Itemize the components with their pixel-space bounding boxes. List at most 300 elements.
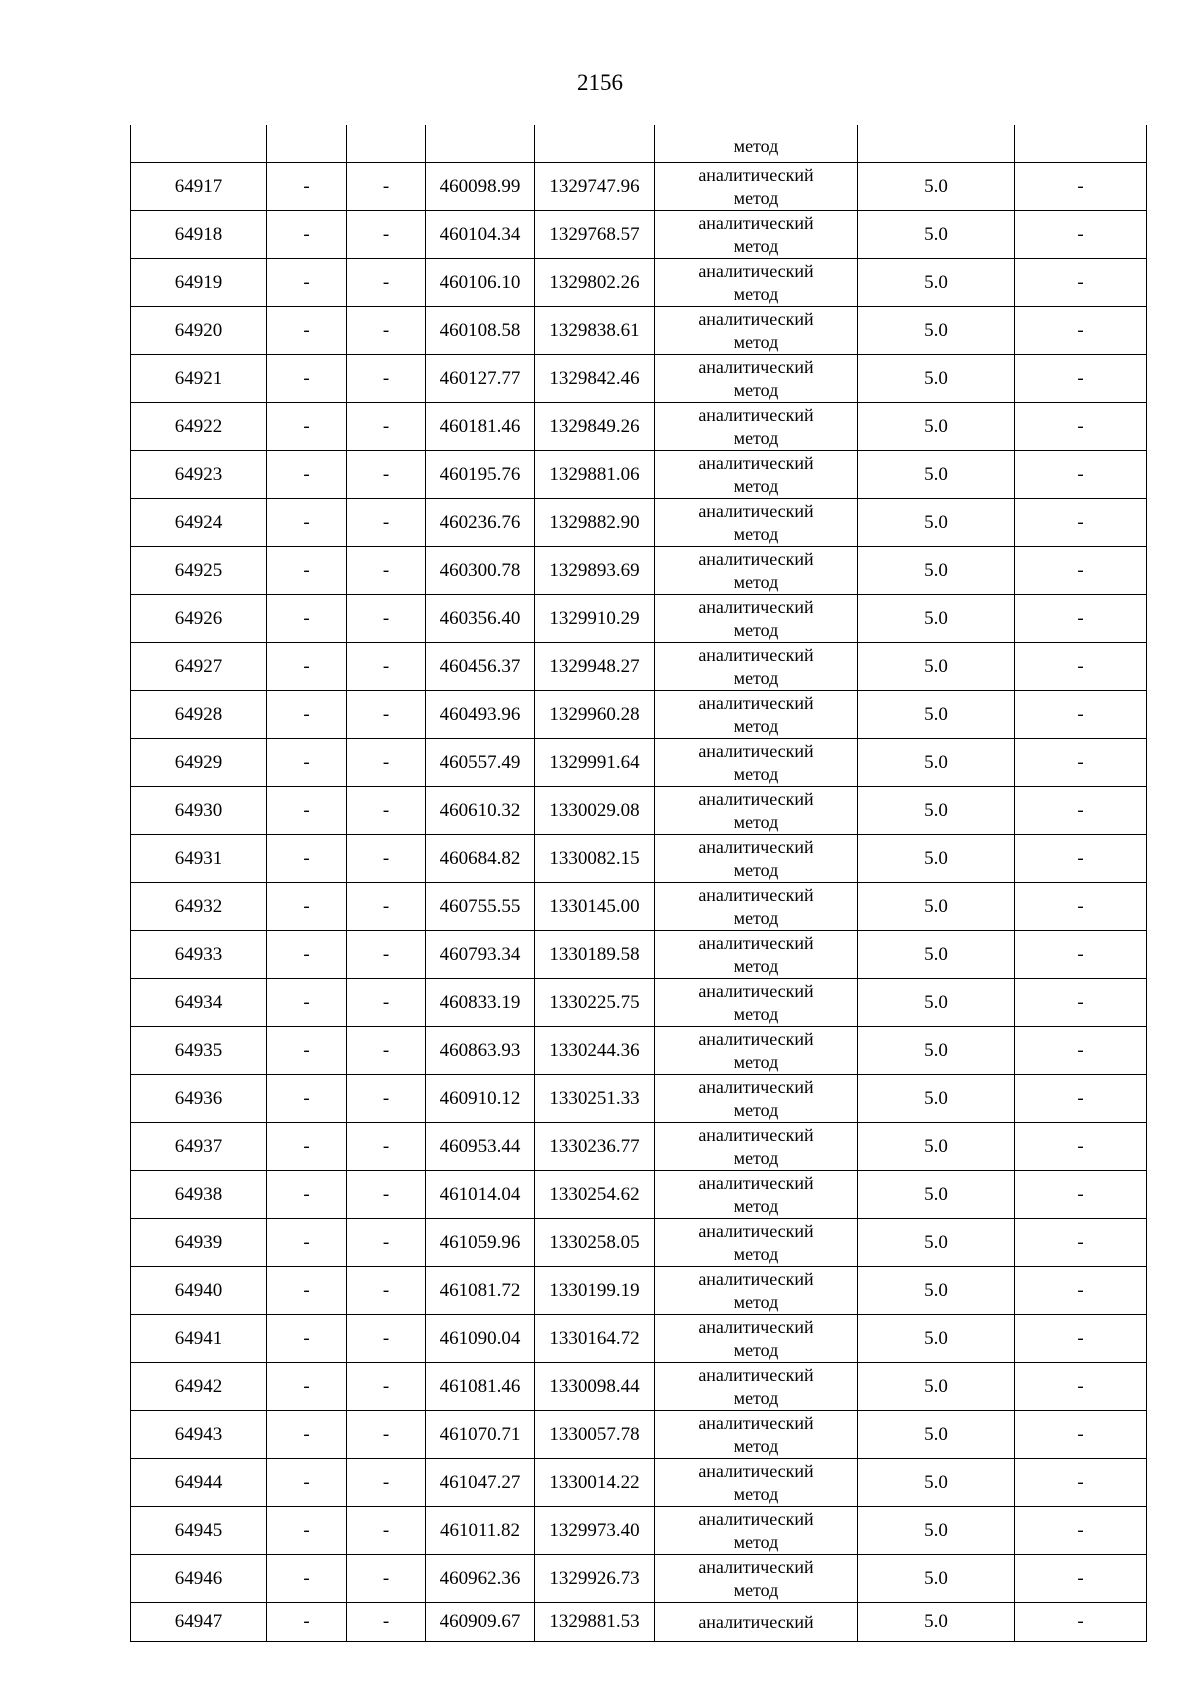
cell-y: 1329842.46 xyxy=(535,355,655,403)
cell-x: 460863.93 xyxy=(426,1027,535,1075)
cell-y: 1330164.72 xyxy=(535,1315,655,1363)
method-line-1: аналитический xyxy=(698,836,814,857)
cell-accuracy: 5.0 xyxy=(858,1507,1015,1555)
cell-method xyxy=(655,643,858,691)
cell-accuracy: 5.0 xyxy=(858,739,1015,787)
cell-id: 64942 xyxy=(131,1363,267,1411)
cell-accuracy: 5.0 xyxy=(858,1123,1015,1171)
table-row xyxy=(131,979,1147,1027)
cell-y: 1329910.29 xyxy=(535,595,655,643)
cell-x: 461090.04 xyxy=(426,1315,535,1363)
cell-col3: - xyxy=(347,691,426,739)
cell-id: 64930 xyxy=(131,787,267,835)
cell-id: 64923 xyxy=(131,451,267,499)
cell-x: 460181.46 xyxy=(426,403,535,451)
method-line-1: аналитический xyxy=(698,740,814,761)
cell-x: 460793.34 xyxy=(426,931,535,979)
coordinates-table xyxy=(130,125,1147,1642)
cell-col3: - xyxy=(347,883,426,931)
cell-id: 64931 xyxy=(131,835,267,883)
cell-id: 64940 xyxy=(131,1267,267,1315)
method-line-2: метод xyxy=(733,1147,779,1168)
method-line-2: метод xyxy=(733,1051,779,1072)
table-row xyxy=(131,1027,1147,1075)
cell-id: 64947 xyxy=(131,1603,267,1642)
cell-col2 xyxy=(267,125,347,163)
cell-method xyxy=(655,1411,858,1459)
cell-col8: - xyxy=(1015,691,1147,739)
cell-col3: - xyxy=(347,1123,426,1171)
cell-accuracy: 5.0 xyxy=(858,1603,1015,1642)
cell-col3: - xyxy=(347,547,426,595)
method-line-2: метод xyxy=(733,1099,779,1120)
method-line-2: метод xyxy=(733,331,779,352)
cell-method xyxy=(655,1459,858,1507)
cell-method xyxy=(655,883,858,931)
cell-id: 64936 xyxy=(131,1075,267,1123)
cell-col8: - xyxy=(1015,643,1147,691)
method-line-2: метод xyxy=(733,235,779,256)
cell-id: 64941 xyxy=(131,1315,267,1363)
cell-accuracy: 5.0 xyxy=(858,1363,1015,1411)
cell-y: 1329948.27 xyxy=(535,643,655,691)
cell-y: 1330236.77 xyxy=(535,1123,655,1171)
cell-id: 64939 xyxy=(131,1219,267,1267)
cell-accuracy: 5.0 xyxy=(858,1075,1015,1123)
cell-id: 64927 xyxy=(131,643,267,691)
cell-id: 64921 xyxy=(131,355,267,403)
cell-col2: - xyxy=(267,1267,347,1315)
cell-col3: - xyxy=(347,1315,426,1363)
cell-accuracy: 5.0 xyxy=(858,403,1015,451)
cell-col3: - xyxy=(347,1267,426,1315)
cell-id: 64925 xyxy=(131,547,267,595)
cell-y: 1329802.26 xyxy=(535,259,655,307)
table-row xyxy=(131,211,1147,259)
cell-id: 64937 xyxy=(131,1123,267,1171)
cell-method xyxy=(655,403,858,451)
table-row xyxy=(131,1363,1147,1411)
cell-accuracy: 5.0 xyxy=(858,1219,1015,1267)
cell-col3: - xyxy=(347,739,426,787)
cell-x: 460356.40 xyxy=(426,595,535,643)
cell-col2: - xyxy=(267,547,347,595)
cell-method xyxy=(655,691,858,739)
method-line-2: метод xyxy=(733,763,779,784)
cell-col2: - xyxy=(267,787,347,835)
cell-col2: - xyxy=(267,1027,347,1075)
cell-y: 1330145.00 xyxy=(535,883,655,931)
cell-accuracy: 5.0 xyxy=(858,835,1015,883)
method-line-1: аналитический xyxy=(698,212,814,233)
method-line-1: аналитический xyxy=(698,644,814,665)
cell-y: 1330251.33 xyxy=(535,1075,655,1123)
method-line-2: метод xyxy=(733,715,779,736)
cell-col8: - xyxy=(1015,259,1147,307)
cell-id: 64924 xyxy=(131,499,267,547)
cell-x: 460300.78 xyxy=(426,547,535,595)
cell-x: 460456.37 xyxy=(426,643,535,691)
cell-x: 461047.27 xyxy=(426,1459,535,1507)
cell-accuracy: 5.0 xyxy=(858,691,1015,739)
cell-accuracy: 5.0 xyxy=(858,1267,1015,1315)
cell-id: 64944 xyxy=(131,1459,267,1507)
method-line-1: аналитический xyxy=(698,1556,814,1577)
cell-col8: - xyxy=(1015,1315,1147,1363)
cell-method xyxy=(655,1219,858,1267)
cell-id: 64926 xyxy=(131,595,267,643)
method-line-2: метод xyxy=(733,1531,779,1552)
page-number: 2156 xyxy=(577,70,623,95)
cell-id xyxy=(131,125,267,163)
cell-col2: - xyxy=(267,835,347,883)
cell-col2: - xyxy=(267,499,347,547)
table-row xyxy=(131,355,1147,403)
method-line-2: метод xyxy=(733,1003,779,1024)
cell-id: 64945 xyxy=(131,1507,267,1555)
method-line-2: метод xyxy=(733,523,779,544)
cell-accuracy: 5.0 xyxy=(858,259,1015,307)
method-line-1: аналитический xyxy=(698,932,814,953)
table-row xyxy=(131,1603,1147,1642)
cell-col3: - xyxy=(347,451,426,499)
cell-col2: - xyxy=(267,355,347,403)
cell-col2: - xyxy=(267,1075,347,1123)
method-line-2: метод xyxy=(733,283,779,304)
cell-method xyxy=(655,787,858,835)
cell-col3: - xyxy=(347,211,426,259)
cell-col3: - xyxy=(347,1555,426,1603)
cell-col2: - xyxy=(267,259,347,307)
cell-x: 460962.36 xyxy=(426,1555,535,1603)
cell-method xyxy=(655,979,858,1027)
cell-accuracy: 5.0 xyxy=(858,1411,1015,1459)
cell-col8: - xyxy=(1015,883,1147,931)
method-line-1: аналитический xyxy=(698,164,814,185)
cell-x: 460236.76 xyxy=(426,499,535,547)
cell-accuracy: 5.0 xyxy=(858,355,1015,403)
table-row xyxy=(131,643,1147,691)
cell-col3: - xyxy=(347,163,426,211)
cell-col8: - xyxy=(1015,211,1147,259)
cell-col8: - xyxy=(1015,1363,1147,1411)
cell-accuracy: 5.0 xyxy=(858,595,1015,643)
cell-col3: - xyxy=(347,1171,426,1219)
cell-col2: - xyxy=(267,1219,347,1267)
table-row xyxy=(131,451,1147,499)
cell-method xyxy=(655,163,858,211)
cell-col3: - xyxy=(347,787,426,835)
method-line-1: аналитический xyxy=(698,1316,814,1337)
table-row xyxy=(131,1123,1147,1171)
method-line-2: метод xyxy=(733,907,779,928)
cell-x: 460195.76 xyxy=(426,451,535,499)
method-line-2: метод xyxy=(733,1435,779,1456)
cell-y: 1329882.90 xyxy=(535,499,655,547)
cell-col8: - xyxy=(1015,1459,1147,1507)
cell-accuracy: 5.0 xyxy=(858,211,1015,259)
cell-x: 460106.10 xyxy=(426,259,535,307)
cell-col3: - xyxy=(347,1459,426,1507)
cell-accuracy: 5.0 xyxy=(858,451,1015,499)
cell-method xyxy=(655,355,858,403)
cell-method xyxy=(655,451,858,499)
cell-accuracy: 5.0 xyxy=(858,883,1015,931)
cell-accuracy: 5.0 xyxy=(858,787,1015,835)
cell-y: 1330254.62 xyxy=(535,1171,655,1219)
cell-x: 461011.82 xyxy=(426,1507,535,1555)
cell-x: 460909.67 xyxy=(426,1603,535,1642)
method-line-2: метод xyxy=(733,1483,779,1504)
method-line-1: аналитический xyxy=(698,356,814,377)
method-line-1: аналитический xyxy=(698,260,814,281)
table-row xyxy=(131,931,1147,979)
cell-col8: - xyxy=(1015,547,1147,595)
method-line-1: аналитический xyxy=(698,1508,814,1529)
cell-y: 1330225.75 xyxy=(535,979,655,1027)
table-row xyxy=(131,259,1147,307)
cell-col8: - xyxy=(1015,1555,1147,1603)
cell-y: 1330029.08 xyxy=(535,787,655,835)
method-line-2: метод xyxy=(733,1387,779,1408)
cell-method xyxy=(655,1315,858,1363)
method-line-1: аналитический xyxy=(698,1460,814,1481)
cell-id: 64946 xyxy=(131,1555,267,1603)
cell-col2: - xyxy=(267,979,347,1027)
cell-method xyxy=(655,931,858,979)
cell-id: 64928 xyxy=(131,691,267,739)
cell-col8: - xyxy=(1015,1123,1147,1171)
cell-y: 1329881.53 xyxy=(535,1603,655,1642)
cell-y: 1329768.57 xyxy=(535,211,655,259)
cell-method xyxy=(655,1507,858,1555)
cell-col3: - xyxy=(347,595,426,643)
cell-col2: - xyxy=(267,643,347,691)
cell-id: 64938 xyxy=(131,1171,267,1219)
cell-method xyxy=(655,835,858,883)
cell-col8: - xyxy=(1015,1171,1147,1219)
cell-col8: - xyxy=(1015,787,1147,835)
cell-method xyxy=(655,1555,858,1603)
cell-col3: - xyxy=(347,307,426,355)
cell-col8: - xyxy=(1015,499,1147,547)
cell-col8: - xyxy=(1015,307,1147,355)
cell-x: 460953.44 xyxy=(426,1123,535,1171)
cell-col8 xyxy=(1015,125,1147,163)
method-line-2: метод xyxy=(733,475,779,496)
table-row xyxy=(131,547,1147,595)
cell-x: 460833.19 xyxy=(426,979,535,1027)
cell-col2: - xyxy=(267,307,347,355)
cell-col2: - xyxy=(267,451,347,499)
cell-y: 1330098.44 xyxy=(535,1363,655,1411)
cell-id: 64917 xyxy=(131,163,267,211)
method-line-2: метод xyxy=(733,667,779,688)
cell-col2: - xyxy=(267,403,347,451)
table-row xyxy=(131,1315,1147,1363)
method-line-1: аналитический xyxy=(698,1172,814,1193)
cell-accuracy: 5.0 xyxy=(858,307,1015,355)
cell-col3: - xyxy=(347,1027,426,1075)
cell-id: 64943 xyxy=(131,1411,267,1459)
cell-y: 1329926.73 xyxy=(535,1555,655,1603)
method-line-2: метод xyxy=(733,811,779,832)
table-row xyxy=(131,307,1147,355)
cell-x: 460557.49 xyxy=(426,739,535,787)
method-line-1: аналитический xyxy=(698,596,814,617)
cell-col2: - xyxy=(267,1123,347,1171)
continued-row xyxy=(131,125,1147,163)
table-row xyxy=(131,1267,1147,1315)
cell-method xyxy=(655,547,858,595)
table-row xyxy=(131,883,1147,931)
cell-y: 1329973.40 xyxy=(535,1507,655,1555)
cell-id: 64934 xyxy=(131,979,267,1027)
method-line-1: аналитический xyxy=(698,548,814,569)
cell-x: 461014.04 xyxy=(426,1171,535,1219)
cell-x: 460610.32 xyxy=(426,787,535,835)
method-line-2: метод xyxy=(733,1243,779,1264)
cell-col8: - xyxy=(1015,163,1147,211)
method-line-2: метод xyxy=(733,136,779,156)
table-row xyxy=(131,403,1147,451)
cell-x: 461081.72 xyxy=(426,1267,535,1315)
cell-method xyxy=(655,1363,858,1411)
method-line-2: метод xyxy=(733,1579,779,1600)
cell-accuracy: 5.0 xyxy=(858,979,1015,1027)
cell-col8: - xyxy=(1015,1267,1147,1315)
cell-col8: - xyxy=(1015,595,1147,643)
method-line-2: метод xyxy=(733,859,779,880)
cell-col2: - xyxy=(267,595,347,643)
cell-y: 1329838.61 xyxy=(535,307,655,355)
cell-method xyxy=(655,125,858,163)
method-line-1: аналитический xyxy=(698,452,814,473)
cell-x: 460493.96 xyxy=(426,691,535,739)
cell-id: 64932 xyxy=(131,883,267,931)
cell-y: 1329881.06 xyxy=(535,451,655,499)
method-line-2: метод xyxy=(733,187,779,208)
cell-col3: - xyxy=(347,979,426,1027)
table-row xyxy=(131,163,1147,211)
cell-method xyxy=(655,211,858,259)
method-line-1: аналитический xyxy=(698,788,814,809)
table-row xyxy=(131,1171,1147,1219)
cell-method xyxy=(655,307,858,355)
cell-y: 1329991.64 xyxy=(535,739,655,787)
table-row xyxy=(131,1459,1147,1507)
cell-col2: - xyxy=(267,1411,347,1459)
cell-id: 64935 xyxy=(131,1027,267,1075)
cell-col2: - xyxy=(267,883,347,931)
cell-col3: - xyxy=(347,1507,426,1555)
method-line-1: аналитический xyxy=(698,1124,814,1145)
cell-accuracy xyxy=(858,125,1015,163)
method-line-2: метод xyxy=(733,427,779,448)
cell-accuracy: 5.0 xyxy=(858,1459,1015,1507)
cell-accuracy: 5.0 xyxy=(858,643,1015,691)
cell-col8: - xyxy=(1015,1507,1147,1555)
cell-col8: - xyxy=(1015,835,1147,883)
cell-x: 461070.71 xyxy=(426,1411,535,1459)
table-row xyxy=(131,1411,1147,1459)
table-row xyxy=(131,1075,1147,1123)
cell-col3: - xyxy=(347,355,426,403)
cell-x xyxy=(426,125,535,163)
method-line-2: метод xyxy=(733,1195,779,1216)
table-row xyxy=(131,1219,1147,1267)
cell-col8: - xyxy=(1015,979,1147,1027)
cell-y: 1330199.19 xyxy=(535,1267,655,1315)
cell-col3: - xyxy=(347,403,426,451)
cell-y: 1329960.28 xyxy=(535,691,655,739)
cell-col2: - xyxy=(267,1507,347,1555)
cell-accuracy: 5.0 xyxy=(858,1315,1015,1363)
cell-col3: - xyxy=(347,931,426,979)
cell-col3: - xyxy=(347,835,426,883)
cell-accuracy: 5.0 xyxy=(858,1171,1015,1219)
cell-col8: - xyxy=(1015,1411,1147,1459)
cell-y: 1329747.96 xyxy=(535,163,655,211)
cell-method xyxy=(655,1171,858,1219)
cell-col8: - xyxy=(1015,1075,1147,1123)
cell-x: 461059.96 xyxy=(426,1219,535,1267)
cell-y: 1330014.22 xyxy=(535,1459,655,1507)
cell-x: 460127.77 xyxy=(426,355,535,403)
cell-id: 64920 xyxy=(131,307,267,355)
cell-x: 460755.55 xyxy=(426,883,535,931)
method-line-1: аналитический xyxy=(698,1268,814,1289)
cell-col2: - xyxy=(267,931,347,979)
cell-x: 461081.46 xyxy=(426,1363,535,1411)
cell-col8: - xyxy=(1015,739,1147,787)
cell-col2: - xyxy=(267,1603,347,1642)
table-row xyxy=(131,787,1147,835)
cell-accuracy: 5.0 xyxy=(858,1555,1015,1603)
method-line-1: аналитический xyxy=(698,1412,814,1433)
method-line-1: аналитический xyxy=(698,884,814,905)
cell-col2: - xyxy=(267,1459,347,1507)
cell-method xyxy=(655,499,858,547)
cell-y: 1330244.36 xyxy=(535,1027,655,1075)
cell-col3: - xyxy=(347,1363,426,1411)
method-line-1: аналитический xyxy=(698,500,814,521)
cell-col3: - xyxy=(347,259,426,307)
method-line-1: аналитический xyxy=(698,1220,814,1241)
cell-y: 1330082.15 xyxy=(535,835,655,883)
cell-x: 460104.34 xyxy=(426,211,535,259)
table-body xyxy=(131,125,1147,1642)
cell-y: 1330258.05 xyxy=(535,1219,655,1267)
method-line-2: метод xyxy=(733,571,779,592)
method-line-1: аналитический xyxy=(698,1076,814,1097)
cell-col2: - xyxy=(267,211,347,259)
method-line-1: аналитический xyxy=(698,980,814,1001)
cell-col2: - xyxy=(267,1315,347,1363)
cell-col3: - xyxy=(347,1075,426,1123)
cell-y: 1330057.78 xyxy=(535,1411,655,1459)
cell-x: 460684.82 xyxy=(426,835,535,883)
cell-col2: - xyxy=(267,1171,347,1219)
cell-y: 1329893.69 xyxy=(535,547,655,595)
cell-col2: - xyxy=(267,1363,347,1411)
cell-col2: - xyxy=(267,1555,347,1603)
cell-accuracy: 5.0 xyxy=(858,931,1015,979)
cell-method xyxy=(655,259,858,307)
table-row xyxy=(131,1555,1147,1603)
cell-id: 64918 xyxy=(131,211,267,259)
cell-y xyxy=(535,125,655,163)
